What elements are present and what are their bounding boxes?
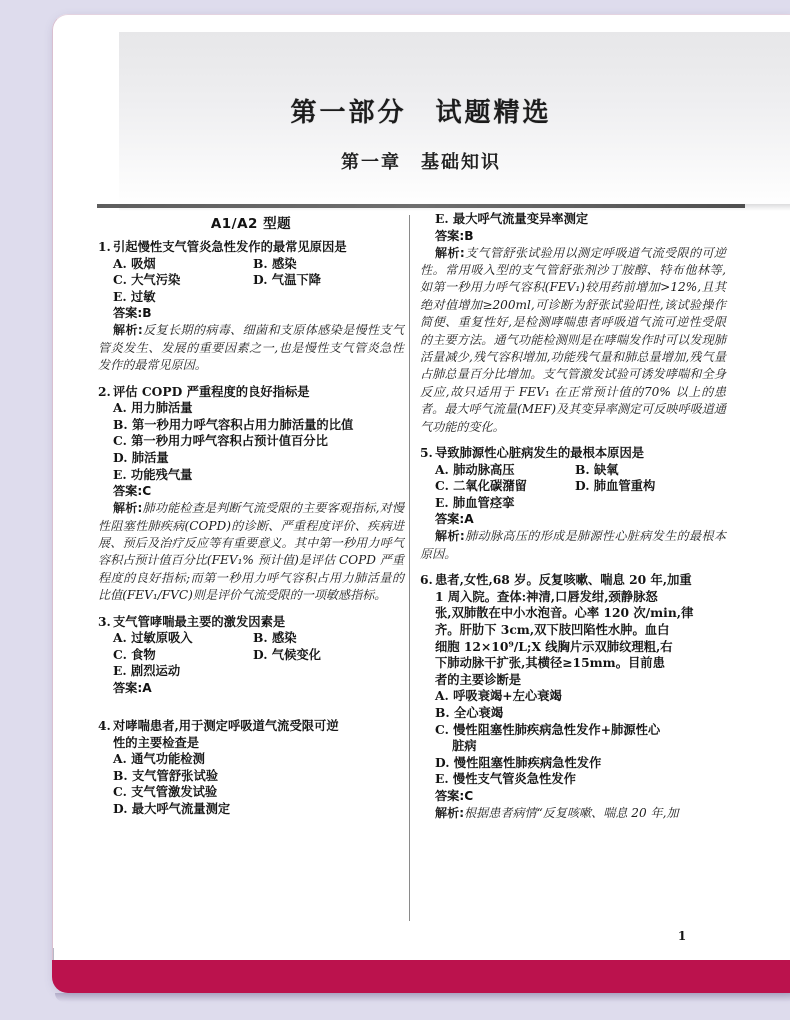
question-stem (420, 445, 726, 462)
answer-label: 答案: (113, 484, 143, 499)
question-3 (98, 614, 404, 697)
chapter-title: 第一章 基础知识 (341, 152, 501, 173)
answer-label: 答案: (435, 228, 465, 243)
option-d: D. 最大呼气流量测定 (113, 800, 231, 816)
analysis-text: 根据患者病情“反复咳嗽、喘息 20 年,加 (464, 805, 679, 820)
question-text: 对哮喘患者,用于测定呼吸道气流受限可逆 (113, 717, 339, 733)
analysis-text: 支气管舒张试验用以测定呼吸道气流受限的可逆性。常用吸入型的支气管舒张剂沙丁胺醇、特布他林等,如第一秒用力呼气容积(FEV₁)较用药前增加>12%,且其绝对值增加≥200ml,可诊断为舒张试验阳性,该试验操作简便、重复性好,是检测哮喘患者呼吸道气流可逆性受限的主要方法。通气功能检测则是在哮喘发作时可以发现肺活量减少,残气容积增加,功能残气量和肺总量增加,残气量占肺总量百分比增加。支气管激发试验可诱发哮喘和全身反应,故只适用于 FEV₁ 在正常预计值的70% 以上的患者。最大呼气流量(MEF)及其变异率测定可反映呼吸道通气功能的变化。 (420, 245, 726, 434)
answer-value: A (142, 680, 152, 695)
option-b: B. 全心衰竭 (435, 705, 504, 720)
answer-value: C (464, 788, 474, 803)
question-stem-continued: 性的主要检查是 (113, 734, 200, 750)
column-divider (409, 215, 410, 921)
option-a: A. 呼吸衰竭+左心衰竭 (435, 688, 562, 704)
option-d: D. 气候变化 (253, 646, 321, 662)
analysis-text: 肺功能检查是判断气流受限的主要客观指标,对慢性阻塞性肺疾病(COPD)的诊断、严重程度评价、疾病进展、预后及治疗反应等有重要意义。其中第一秒用力呼气容积占预计值百分比(FEV₁% 预计值)是评估 COPD 严重程度的良好指标;而第一秒用力呼气容积占用力肺活量的比值(FEV₁/FVC)则是评价气流受限的一项敏感指标。 (98, 501, 404, 603)
question-number: 3. (98, 613, 111, 629)
answer-value: B (464, 228, 474, 243)
analysis-line (98, 500, 404, 604)
option-d: D. 慢性阻塞性肺疾病急性发作 (435, 754, 602, 770)
analysis-line (98, 322, 404, 374)
question-stem (98, 384, 404, 401)
question-stem-line-4: 齐。肝肋下 3cm,双下肢凹陷性水肿。血白 (435, 622, 670, 638)
answer-label: 答案: (113, 306, 143, 321)
question-text: 评估 COPD 严重程度的良好指标是 (113, 383, 310, 399)
analysis-text: 反复长期的病毒、细菌和支原体感染是慢性支气管炎发生、发展的重要因素之一,也是慢性支气管炎急性发作的最常见原因。 (98, 323, 404, 373)
option-d: D. 肺活量 (113, 449, 169, 465)
question-stem-line-6: 下肺动脉干扩张,其横径≥15mm。目前患 (435, 655, 665, 671)
option-c: C. 大气污染 (113, 272, 181, 288)
option-b: B. 感染 (253, 630, 297, 646)
analysis-line (420, 528, 726, 563)
option-e: E. 最大呼气流量变异率测定 (435, 211, 589, 226)
bottom-accent-band (52, 960, 790, 993)
question-stem (420, 572, 726, 589)
question-text: 支气管哮喘最主要的激发因素是 (113, 613, 286, 629)
option-a: A. 用力肺活量 (113, 400, 193, 416)
question-1 (98, 239, 404, 375)
question-text: 导致肺源性心脏病发生的最根本原因是 (435, 445, 645, 461)
option-c: C. 第一秒用力呼气容积占预计值百分比 (113, 433, 328, 449)
answer-line (98, 680, 404, 697)
analysis-text: 肺动脉高压的形成是肺源性心脏病发生的最根本原因。 (420, 529, 726, 561)
analysis-line (420, 805, 726, 822)
option-a: A. 肺动脉高压 (435, 461, 515, 477)
option-row (420, 478, 726, 495)
answer-value: C (142, 484, 152, 499)
option-d: D. 肺血管重构 (575, 478, 656, 494)
question-5 (420, 445, 726, 563)
two-column-body (52, 212, 790, 924)
analysis-label: 解析: (435, 245, 465, 260)
answer-line (420, 511, 726, 528)
question-stem (98, 718, 404, 735)
option-row (420, 462, 726, 479)
question-2 (98, 384, 404, 605)
question-4-continued (420, 211, 726, 436)
option-b: B. 支气管舒张试验 (113, 767, 219, 783)
option-c: C. 食物 (113, 646, 156, 662)
question-stem (98, 239, 404, 256)
question-stem-line-2: 1 周入院。查体:神清,口唇发绀,颈静脉怒 (435, 588, 658, 604)
option-e: E. 剧烈运动 (113, 663, 181, 679)
answer-value: A (464, 512, 474, 527)
option-row (98, 647, 404, 664)
option-c: C. 二氧化碳潴留 (435, 478, 527, 494)
option-e: E. 过敏 (113, 288, 156, 304)
answer-label: 答案: (435, 788, 465, 803)
question-stem-line-7: 者的主要诊断是 (435, 671, 522, 687)
option-e: E. 慢性支气管炎急性发作 (435, 771, 576, 787)
answer-value: B (142, 306, 152, 321)
bottom-drop-shadow (55, 993, 790, 1002)
option-c: C. 慢性阻塞性肺疾病急性发作+肺源性心 (435, 721, 661, 737)
question-number: 2. (98, 383, 111, 399)
analysis-line (420, 245, 726, 436)
question-text: 患者,女性,68 岁。反复咳嗽、喘息 20 年,加重 (435, 572, 692, 588)
left-column (98, 212, 404, 924)
part-title: 第一部分 试题精选 (290, 98, 552, 128)
question-number: 4. (98, 717, 111, 733)
answer-line (420, 788, 726, 805)
option-row (98, 272, 404, 289)
analysis-label: 解析: (113, 501, 143, 516)
question-6 (420, 572, 726, 822)
section-title-a1a2: A1/A2 型题 (210, 216, 292, 232)
question-stem (98, 614, 404, 631)
question-number: 6. (420, 572, 433, 588)
right-column (420, 211, 726, 925)
option-b: B. 缺氧 (575, 461, 619, 477)
analysis-label: 解析: (435, 529, 465, 544)
answer-line (98, 305, 404, 322)
question-number: 1. (98, 239, 111, 254)
option-e: E. 肺血管痉挛 (435, 494, 515, 510)
option-c: C. 支气管激发试验 (113, 784, 218, 800)
question-number: 5. (420, 445, 433, 461)
heading-rule (97, 204, 745, 208)
option-row (98, 256, 404, 273)
option-a: A. 吸烟 (113, 255, 156, 271)
answer-label: 答案: (435, 512, 465, 527)
option-b: B. 第一秒用力呼气容积占用力肺活量的比值 (113, 416, 354, 432)
question-text: 引起慢性支气管炎急性发作的最常见原因是 (113, 239, 347, 254)
option-c-continued: 脏病 (452, 738, 477, 754)
answer-label: 答案: (113, 680, 143, 695)
option-row (98, 630, 404, 647)
analysis-label: 解析: (113, 323, 143, 338)
page-number: 1 (677, 929, 687, 943)
answer-line (420, 228, 726, 245)
question-stem-line-5: 细胞 12×10⁹/L;X 线胸片示双肺纹理粗,右 (435, 638, 673, 654)
option-b: B. 感染 (253, 255, 297, 271)
option-d: D. 气温下降 (253, 272, 321, 288)
analysis-label: 解析: (435, 805, 465, 820)
book-page-sheet (52, 14, 790, 990)
question-4 (98, 718, 404, 818)
option-e: E. 功能残气量 (113, 466, 193, 482)
question-stem-line-3: 张,双肺散在中小水泡音。心率 120 次/min,律 (435, 605, 694, 621)
answer-line (98, 483, 404, 500)
option-a: A. 通气功能检测 (113, 751, 205, 767)
option-a: A. 过敏原吸入 (113, 630, 193, 646)
